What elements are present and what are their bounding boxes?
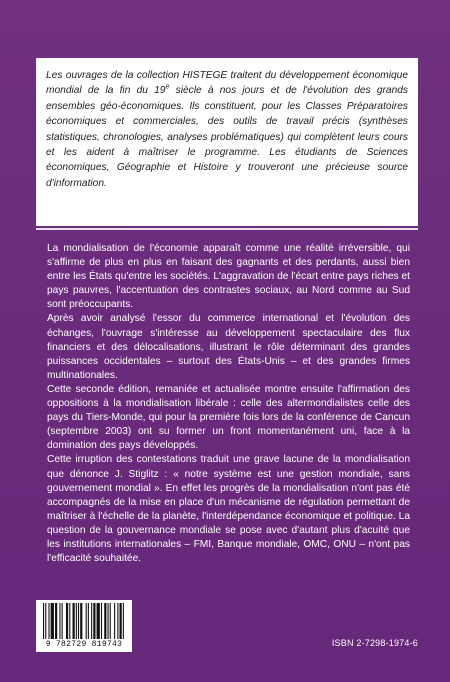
separator-line [36,228,418,230]
intro-text-part-2: siècle à nos jours et de l'évolution des grands ensembles géo-économiques. Ils constituent, pour les Classes Préparatoires économiques et commerciales, des outils de travail précis (synthèses statistiques, chronologies, analyses problématiques) qui complètent leurs cours et les aident à maîtriser le programme. Les étudiants de Sciences économiques, Géographie et Histoire y trouveront une précieuse source d'information. [46,85,408,189]
barcode-bars [42,603,126,639]
isbn-label: ISBN 2-7298-1974-6 [331,638,418,648]
summary-paragraph-3: Cette seconde édition, remaniée et actualisée montre ensuite l'affirmation des oppositions à la mondialisation libérale : celle des altermondialistes celle des pays du Tiers-Monde, qui pour la première fois lors de la conférence de Cancun (septembre 2003) ont su former un front momentanément uni, face à la domination des pays développés. [47,383,410,452]
intro-superscript: e [165,84,170,92]
intro-text-part-1: Les ouvrages de la collection HISTEGE traitent du développement économique mondial de la fin du 19 [46,70,408,97]
collection-intro-box [36,58,418,226]
book-summary [47,242,410,566]
summary-paragraph-4: Cette irruption des contestations traduit une grave lacune de la mondialisation que dénonce J. Stiglitz : « notre système est une gestion mondiale, sans gouvernement mondial ». En effet les progrès de la mondialisation n'ont pas été accompagnés de la mise en place d'un mécanisme de régulation permettant de maîtriser à l'échelle de la planète, l'interdépendance économique et politique. La question de la gouvernance mondiale se pose avec d'autant plus d'acuité que les institutions internationales – FMI, Banque mondiale, OMC, ONU – n'ont pas l'efficacité souhaitée. [47,454,410,565]
collection-intro-text [46,68,408,191]
summary-paragraph-2: Après avoir analysé l'essor du commerce international et l'évolution des échanges, l'ouvrage s'intéresse au développement spectaculaire des flux financiers et des délocalisations, illustrant le rôle déterminant des grandes puissances occidentales – surtout des États-Unis – et des grandes firmes multinationales. [47,313,410,381]
barcode [36,600,132,652]
barcode-number: 9 782729 819743 [45,640,123,649]
summary-paragraph-1: La mondialisation de l'économie apparaît comme une réalité irréversible, qui s'affirme de plus en plus en faisant des gagnants et des perdants, aussi bien entre les États qu'entre les sociétés. L'aggravation de l'écart entre pays riches et pays pauvres, l'accentuation des contrastes sociaux, au Nord comme au Sud sont préoccupants. [47,243,410,311]
